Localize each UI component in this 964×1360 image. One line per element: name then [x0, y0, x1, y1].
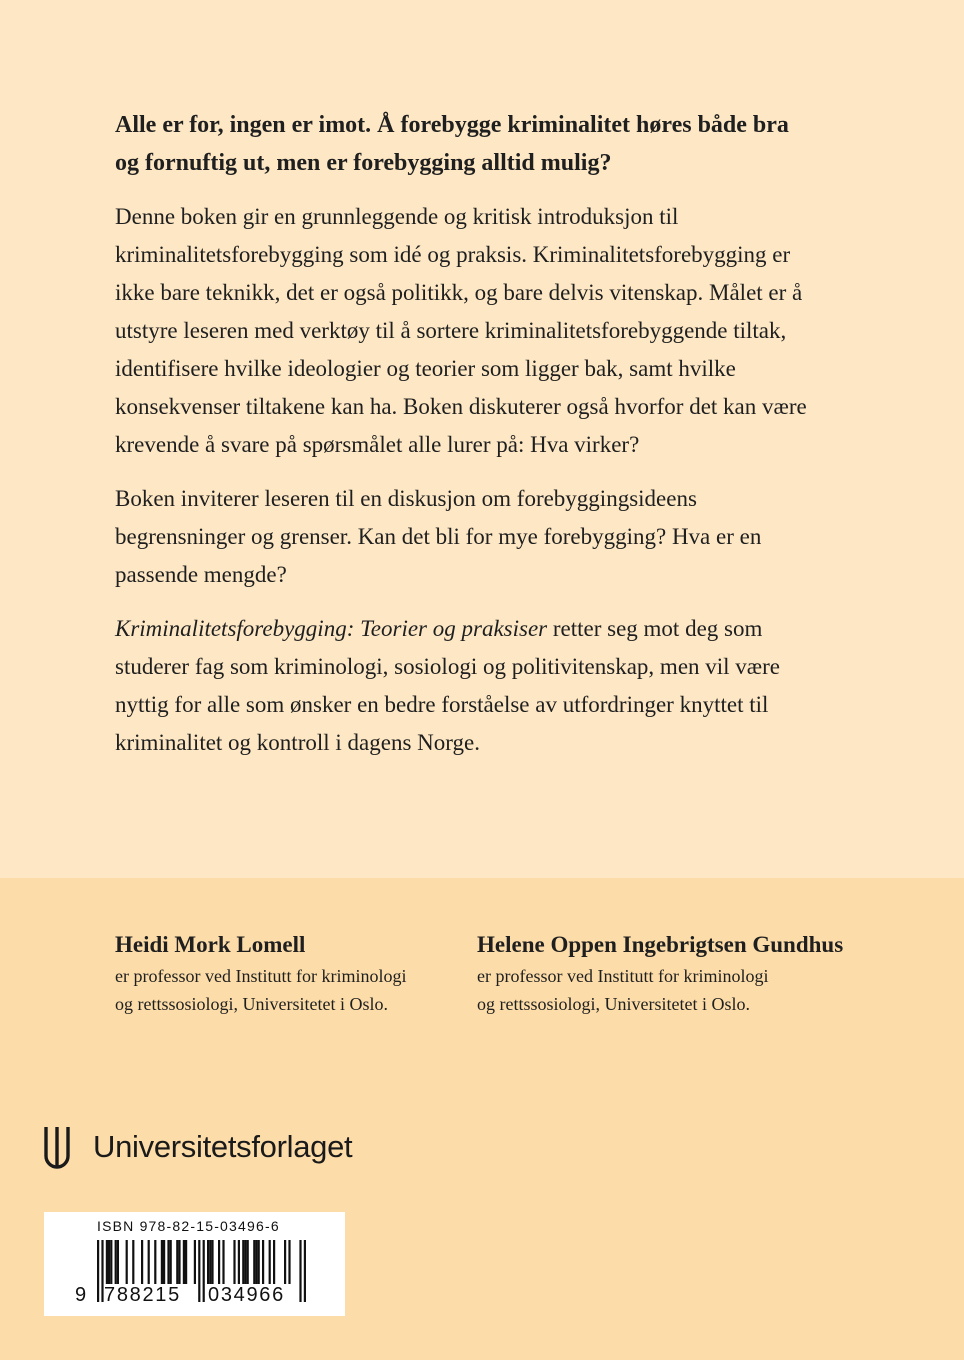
barcode-bar — [106, 1240, 108, 1284]
author-name: Helene Oppen Ingebrigtsen Gundhus — [477, 932, 844, 957]
u-logo-icon — [43, 1125, 71, 1169]
barcode-lead-digit: 9 — [75, 1284, 87, 1306]
author-bio-line-2: og rettssosiologi, Universitetet i Oslo. — [477, 994, 750, 1014]
barcode-bar — [242, 1240, 244, 1284]
author-name: Heidi Mork Lomell — [115, 932, 306, 957]
barcode-bar — [284, 1240, 286, 1284]
barcode-bar — [247, 1240, 249, 1284]
barcode-guard-bar — [304, 1240, 306, 1302]
barcode-bar — [110, 1240, 112, 1284]
barcode-guard-bar — [97, 1240, 99, 1302]
author-1 — [115, 928, 465, 1018]
barcode-bar — [167, 1240, 169, 1284]
barcode-bar — [218, 1240, 220, 1284]
barcode-bar — [288, 1240, 290, 1284]
barcode-bar — [141, 1240, 143, 1284]
author-bio-line-1: er professor ved Institutt for kriminologi — [477, 966, 769, 986]
barcode-bar — [262, 1240, 264, 1284]
barcode-bar — [233, 1240, 235, 1284]
barcode-bar — [194, 1240, 196, 1284]
barcode-bar — [170, 1240, 172, 1284]
blurb-paragraph-2: Boken inviterer leseren til en diskusjon om forebyggingsideens begrensninger og grenser. Kan det bli for mye forebygging? Hva er en passende mengde? — [115, 486, 762, 587]
barcode-guard-bar — [299, 1240, 301, 1302]
blurb-paragraph-1: Denne boken gir en grunnleggende og kritisk introduksjon til kriminalitetsforebygging som idé og praksis. Kriminalitetsforebygging er ikke bare teknikk, det er også politikk, og bare delvis vitenskap. Målet er å utstyre leseren med verktøy til å sortere kriminalitetsforebyggende tiltak, identifisere hvilke ideologier og teorier som ligger bak, samt hvilke konsekvenser tiltakene kan ha. Boken diskuterer også hvorfor det kan være krevende å svare på spørsmålet alle lurer på: Hva virker? — [115, 204, 807, 457]
back-cover-blurb — [115, 106, 815, 778]
book-title: Kriminalitetsforebygging: Teorier og praksiser — [115, 616, 548, 641]
barcode-bar — [117, 1240, 119, 1284]
barcode-bar — [209, 1240, 211, 1284]
barcode-bar — [108, 1240, 110, 1284]
barcode-guard-bar — [198, 1240, 200, 1302]
barcode-bar — [163, 1240, 165, 1284]
barcode-bar — [269, 1240, 271, 1284]
barcode-bar — [222, 1240, 224, 1284]
barcode-bar — [178, 1240, 180, 1284]
barcode-guard-bar — [203, 1240, 205, 1302]
barcode-bar — [253, 1240, 255, 1284]
author-2 — [477, 928, 917, 1018]
author-bio-line-2: og rettssosiologi, Universitetet i Oslo. — [115, 994, 388, 1014]
barcode-bar — [154, 1240, 156, 1284]
barcode-bar — [211, 1240, 213, 1284]
barcode-bar — [244, 1240, 246, 1284]
barcode-bar — [273, 1240, 275, 1284]
barcode-bar — [238, 1240, 240, 1284]
barcode-bar — [126, 1240, 128, 1284]
isbn-barcode — [44, 1212, 345, 1316]
publisher — [43, 1124, 352, 1170]
barcode-digits-group-2: 034966 — [208, 1284, 285, 1306]
barcode-bar — [148, 1240, 150, 1284]
author-bio-line-1: er professor ved Institutt for kriminologi — [115, 966, 407, 986]
barcode-bar — [115, 1240, 117, 1284]
barcode-bar — [132, 1240, 134, 1284]
barcode-bar — [258, 1240, 260, 1284]
barcode-bar — [207, 1240, 209, 1284]
barcode-bar — [183, 1240, 185, 1284]
barcode-bar — [255, 1240, 257, 1284]
blurb-paragraph-3 — [115, 610, 815, 762]
barcode-bar — [185, 1240, 187, 1284]
publisher-name: Universitetsforlaget — [93, 1129, 353, 1164]
barcode-bar — [176, 1240, 178, 1284]
barcode-digits-group-1: 788215 — [104, 1284, 181, 1306]
isbn-label: ISBN 978-82-15-03496-6 — [97, 1218, 280, 1234]
blurb-lead: Alle er for, ingen er imot. Å forebygge kriminalitet høres både bra og fornuftig ut, men er forebygging alltid mulig? — [115, 112, 789, 176]
blurb-paragraph-3-text: retter seg mot deg som studerer fag som kriminologi, sosiologi og politivitenskap, men vil være nyttig for alle som ønsker en bedre forståelse av utfordringer knyttet til kriminalitet og kontroll i dagens Norge. — [115, 616, 781, 755]
barcode-bar — [161, 1240, 163, 1284]
